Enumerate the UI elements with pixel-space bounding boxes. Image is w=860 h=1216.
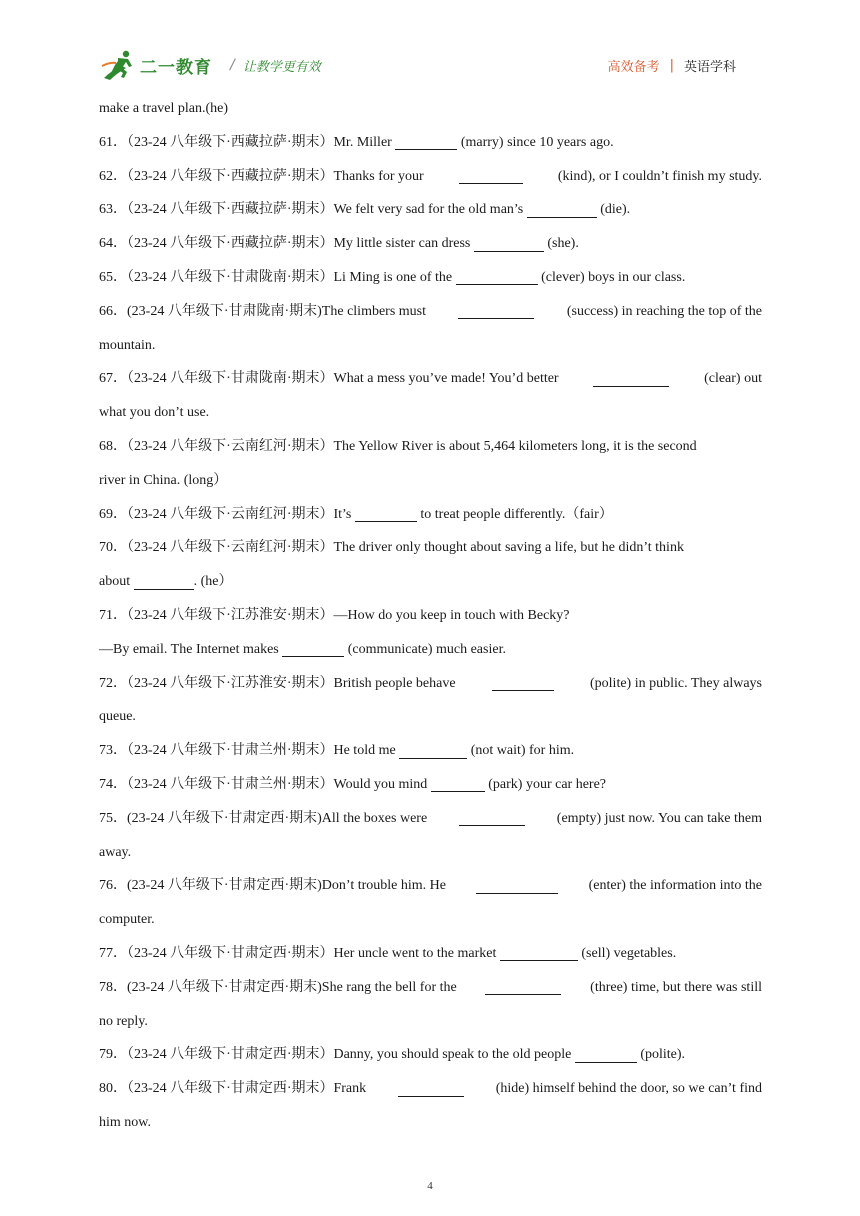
text-segment: 80．（23-24 八年级下·甘肃定西·期末）Frank — [99, 1081, 370, 1097]
text-segment: queue. — [99, 709, 136, 725]
text-segment: mountain. — [99, 337, 156, 353]
text-segment: 64．（23-24 八年级下·西藏拉萨·期末）My little sister can dress — [99, 236, 474, 252]
text-segment: (not wait) for him. — [467, 743, 575, 759]
header-tag-separator: | — [669, 58, 674, 73]
text-line — [99, 362, 762, 396]
text-segment: (sell) vegetables. — [577, 945, 677, 961]
answer-blank[interactable] — [492, 676, 554, 691]
answer-blank[interactable] — [459, 169, 523, 184]
answer-blank[interactable] — [399, 744, 467, 759]
text-segment: 76．(23-24 八年级下·甘肃定西·期末)Don’t trouble him. He — [99, 878, 450, 894]
exercise-list — [99, 92, 762, 1140]
text-line — [99, 1072, 762, 1106]
text-line — [99, 498, 762, 532]
text-line — [99, 802, 762, 836]
text-segment: 63．（23-24 八年级下·西藏拉萨·期末）We felt very sad for the old man’s — [99, 202, 527, 218]
text-segment: 75．(23-24 八年级下·甘肃定西·期末)All the boxes were — [99, 810, 431, 826]
text-segment: away. — [99, 844, 132, 860]
text-segment: make a travel plan.(he) — [99, 101, 229, 116]
text-segment: computer. — [99, 912, 155, 928]
answer-blank[interactable] — [476, 879, 558, 894]
text-line — [99, 836, 762, 870]
text-line — [99, 599, 762, 633]
text-line — [99, 126, 762, 160]
text-line — [99, 531, 762, 565]
text-line — [99, 633, 762, 667]
text-segment: 77．（23-24 八年级下·甘肃定西·期末）Her uncle went to the market — [99, 945, 500, 961]
text-segment: (enter) the information into the — [585, 878, 762, 894]
text-segment: him now. — [99, 1114, 151, 1130]
text-segment: (polite). — [636, 1047, 686, 1063]
text-segment: —By email. The Internet makes — [99, 641, 283, 657]
text-line — [99, 396, 762, 430]
answer-blank[interactable] — [134, 575, 194, 590]
header-right — [608, 56, 736, 75]
answer-blank[interactable] — [527, 203, 597, 218]
header-tag-subject: 英语学科 — [683, 60, 736, 75]
text-line — [99, 667, 762, 701]
text-line — [99, 261, 762, 295]
text-segment: 66．(23-24 八年级下·甘肃陇南·期末)The climbers must — [99, 303, 430, 319]
text-line — [99, 734, 762, 768]
text-segment: 68．（23-24 八年级下·云南红河·期末）The Yellow River is about 5,464 kilometers long, it is the second — [99, 438, 697, 454]
text-line — [99, 1106, 762, 1140]
text-segment: no reply. — [99, 1013, 148, 1029]
text-segment: 79．（23-24 八年级下·甘肃定西·期末）Danny, you should speak to the old people — [99, 1047, 575, 1063]
text-segment: 67．（23-24 八年级下·甘肃陇南·期末）What a mess you’ve made! You’d better — [99, 371, 563, 387]
text-segment: 73．（23-24 八年级下·甘肃兰州·期末）He told me — [99, 743, 400, 759]
answer-blank[interactable] — [500, 946, 578, 961]
logo-text: 二一教育 — [140, 57, 212, 78]
text-segment: 65．（23-24 八年级下·甘肃陇南·期末）Li Ming is one of the — [99, 269, 456, 285]
text-line — [99, 937, 762, 971]
text-line — [99, 971, 762, 1005]
text-line — [99, 295, 762, 329]
text-segment: 78．(23-24 八年级下·甘肃定西·期末)She rang the bell for the — [99, 979, 461, 995]
text-segment: (clever) boys in our class. — [537, 269, 686, 285]
text-segment: about — [99, 574, 134, 590]
answer-blank[interactable] — [355, 507, 417, 522]
text-line — [99, 193, 762, 227]
text-segment: 74．（23-24 八年级下·甘肃兰州·期末）Would you mind — [99, 776, 431, 792]
text-segment: 69．（23-24 八年级下·云南红河·期末）It’s — [99, 506, 355, 522]
text-line — [99, 565, 762, 599]
slogan-separator: / — [230, 57, 235, 73]
answer-blank[interactable] — [593, 372, 669, 387]
answer-blank[interactable] — [459, 811, 525, 826]
text-segment: (die). — [596, 202, 631, 218]
answer-blank[interactable] — [456, 270, 538, 285]
text-segment: (clear) out — [700, 371, 762, 387]
answer-blank[interactable] — [282, 642, 344, 657]
text-line — [99, 92, 762, 126]
text-line — [99, 329, 762, 363]
text-segment: to treat people differently.（fair） — [416, 506, 613, 522]
text-segment: what you don’t use. — [99, 405, 210, 421]
text-line — [99, 768, 762, 802]
text-segment: (marry) since 10 years ago. — [457, 134, 614, 150]
text-segment: (park) your car here? — [484, 776, 607, 792]
answer-blank[interactable] — [431, 777, 485, 792]
answer-blank[interactable] — [458, 304, 534, 319]
logo — [100, 48, 321, 82]
text-segment: (communicate) much easier. — [344, 641, 506, 657]
text-segment: (hide) himself behind the door, so we can’t find — [492, 1081, 762, 1097]
text-segment: (empty) just now. You can take them — [553, 810, 762, 826]
text-line — [99, 700, 762, 734]
text-line — [99, 464, 762, 498]
answer-blank[interactable] — [474, 237, 544, 252]
answer-blank[interactable] — [398, 1082, 464, 1097]
text-segment: (polite) in public. They always — [586, 675, 762, 691]
text-segment: 72．（23-24 八年级下·江苏淮安·期末）British people behave — [99, 675, 460, 691]
text-segment: (kind), or I couldn’t finish my study. — [554, 168, 762, 184]
text-line — [99, 869, 762, 903]
text-segment: 61．（23-24 八年级下·西藏拉萨·期末）Mr. Miller — [99, 134, 396, 150]
answer-blank[interactable] — [395, 135, 457, 150]
text-segment: . (he） — [193, 574, 233, 590]
page-number: 4 — [427, 1180, 433, 1192]
text-segment: 71．（23-24 八年级下·江苏淮安·期末）—How do you keep in touch with Becky? — [99, 607, 570, 623]
header-tag-exam: 高效备考 — [607, 60, 660, 75]
text-segment: (she). — [543, 236, 579, 252]
slogan: 让教学更有效 — [242, 59, 321, 75]
answer-blank[interactable] — [575, 1048, 637, 1063]
runner-logo-icon — [100, 48, 140, 82]
text-segment: 62．（23-24 八年级下·西藏拉萨·期末）Thanks for your — [99, 168, 428, 184]
text-segment: river in China. (long） — [99, 472, 228, 488]
text-line — [99, 1005, 762, 1039]
text-segment: (success) in reaching the top of the — [563, 303, 762, 319]
text-line — [99, 160, 762, 194]
answer-blank[interactable] — [485, 980, 561, 995]
page-header — [100, 46, 760, 86]
text-line — [99, 430, 762, 464]
text-line — [99, 227, 762, 261]
text-segment: 70．（23-24 八年级下·云南红河·期末）The driver only thought about saving a life, but he didn’t think — [99, 540, 684, 556]
text-segment: (three) time, but there was still — [586, 979, 762, 995]
text-line — [99, 1038, 762, 1072]
text-line — [99, 903, 762, 937]
